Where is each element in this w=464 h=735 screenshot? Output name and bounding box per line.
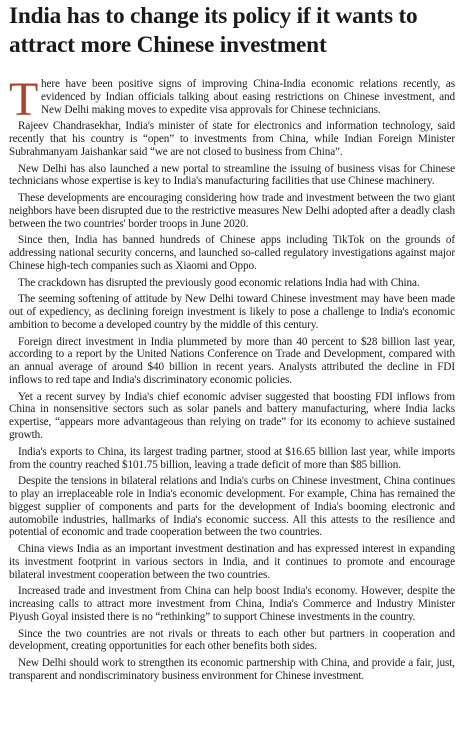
paragraph: These developments are encouraging considering how trade and investment between the two giant neighbors have been disrupted due to the restrictive measures New Delhi adopted after a deadly clash between the two countries' border troops in June 2020. <box>9 192 455 230</box>
article <box>9 2 455 687</box>
paragraph: New Delhi has also launched a new portal to streamline the issuing of business visas for Chinese technicians whose expertise is key to India's manufacturing facilities that use Chinese machinery. <box>9 162 455 188</box>
paragraph: New Delhi should work to strengthen its economic partnership with China, and provide a fair, just, transparent and nondiscriminatory business environment for Chinese investment. <box>9 657 455 682</box>
paragraph: Increased trade and investment from China can help boost India's economy. However, despite the increasing calls to attract more investment from China, India's Commerce and Industry Minister Piyush Goyal insisted there is no “rethinking” to support Chinese investments in the country. <box>9 585 455 623</box>
paragraph: Yet a recent survey by India's chief economic adviser suggested that boosting FDI inflows from China in nonsensitive sectors such as solar panels and battery manufacturing, where India lacks expertise, “appears more advantageous than relying on trade” for its economy to achieve sustained growth. <box>9 390 455 442</box>
paragraph: The crackdown has disrupted the previously good economic relations India had with China. <box>18 276 420 289</box>
paragraph: India's exports to China, its largest trading partner, stood at $16.65 billion last year, while imports from the country reached $101.75 billion, leaving a trade deficit of more than $85 billion. <box>9 445 455 471</box>
paragraph: Since then, India has banned hundreds of Chinese apps including TikTok on the grounds of addressing national security concerns, and launched so-called regulatory investigations against major Chinese high-tech companies such as Xiaomi and Oppo. <box>9 234 455 272</box>
paragraph: Rajeev Chandrasekhar, India's minister of state for electronics and information technology, said recently that his country is “open” to investments from China, while Indian Foreign Minister Subrahmanyam Jaishankar said “we are not closed to business from China”. <box>9 120 455 158</box>
paragraph: The seeming softening of attitude by New Delhi toward Chinese investment may have been made out of expediency, as declining foreign investment is likely to pose a challenge to India's economic ambition to become a developed country by the middle of this century. <box>9 293 455 331</box>
paragraph: Foreign direct investment in India plummeted by more than 40 percent to $28 billion last year, according to a report by the United Nations Conference on Trade and Development, compared with an annual average of around $40 billion in recent years. Analysts attributed the decline in FDI inflows to red tape and India's discriminatory economic policies. <box>9 335 455 386</box>
paragraph: China views India as an important investment destination and has expressed interest in expanding its investment footprint in various sectors in India, and it continues to promote and encourage bilateral investment cooperation between the two countries. <box>9 543 455 581</box>
paragraph: Since the two countries are not rivals or threats to each other but partners in cooperation and development, creating opportunities for each other benefits both sides. <box>9 627 455 653</box>
paragraph: Despite the tensions in bilateral relations and India's curbs on Chinese investment, China continues to play an irreplaceable role in India's economic development. For example, China has remained the biggest supplier of components and parts for the development of India's booming electronic and automobile industries, hallmarks of India's economic success. All this attests to the resilience and potential of economic and trade cooperation between the two countries. <box>9 475 455 539</box>
paragraph: here have been positive signs of improving China-India economic relations recently, as evidenced by Indian officials talking about easing restrictions on Chinese investment, and New Delhi making moves to expedite visa approvals for Chinese technicians. <box>41 78 455 116</box>
article-body <box>9 73 455 683</box>
headline: India has to change its policy if it wants to attract more Chinese investment <box>9 3 418 58</box>
drop-cap: T <box>9 73 39 126</box>
